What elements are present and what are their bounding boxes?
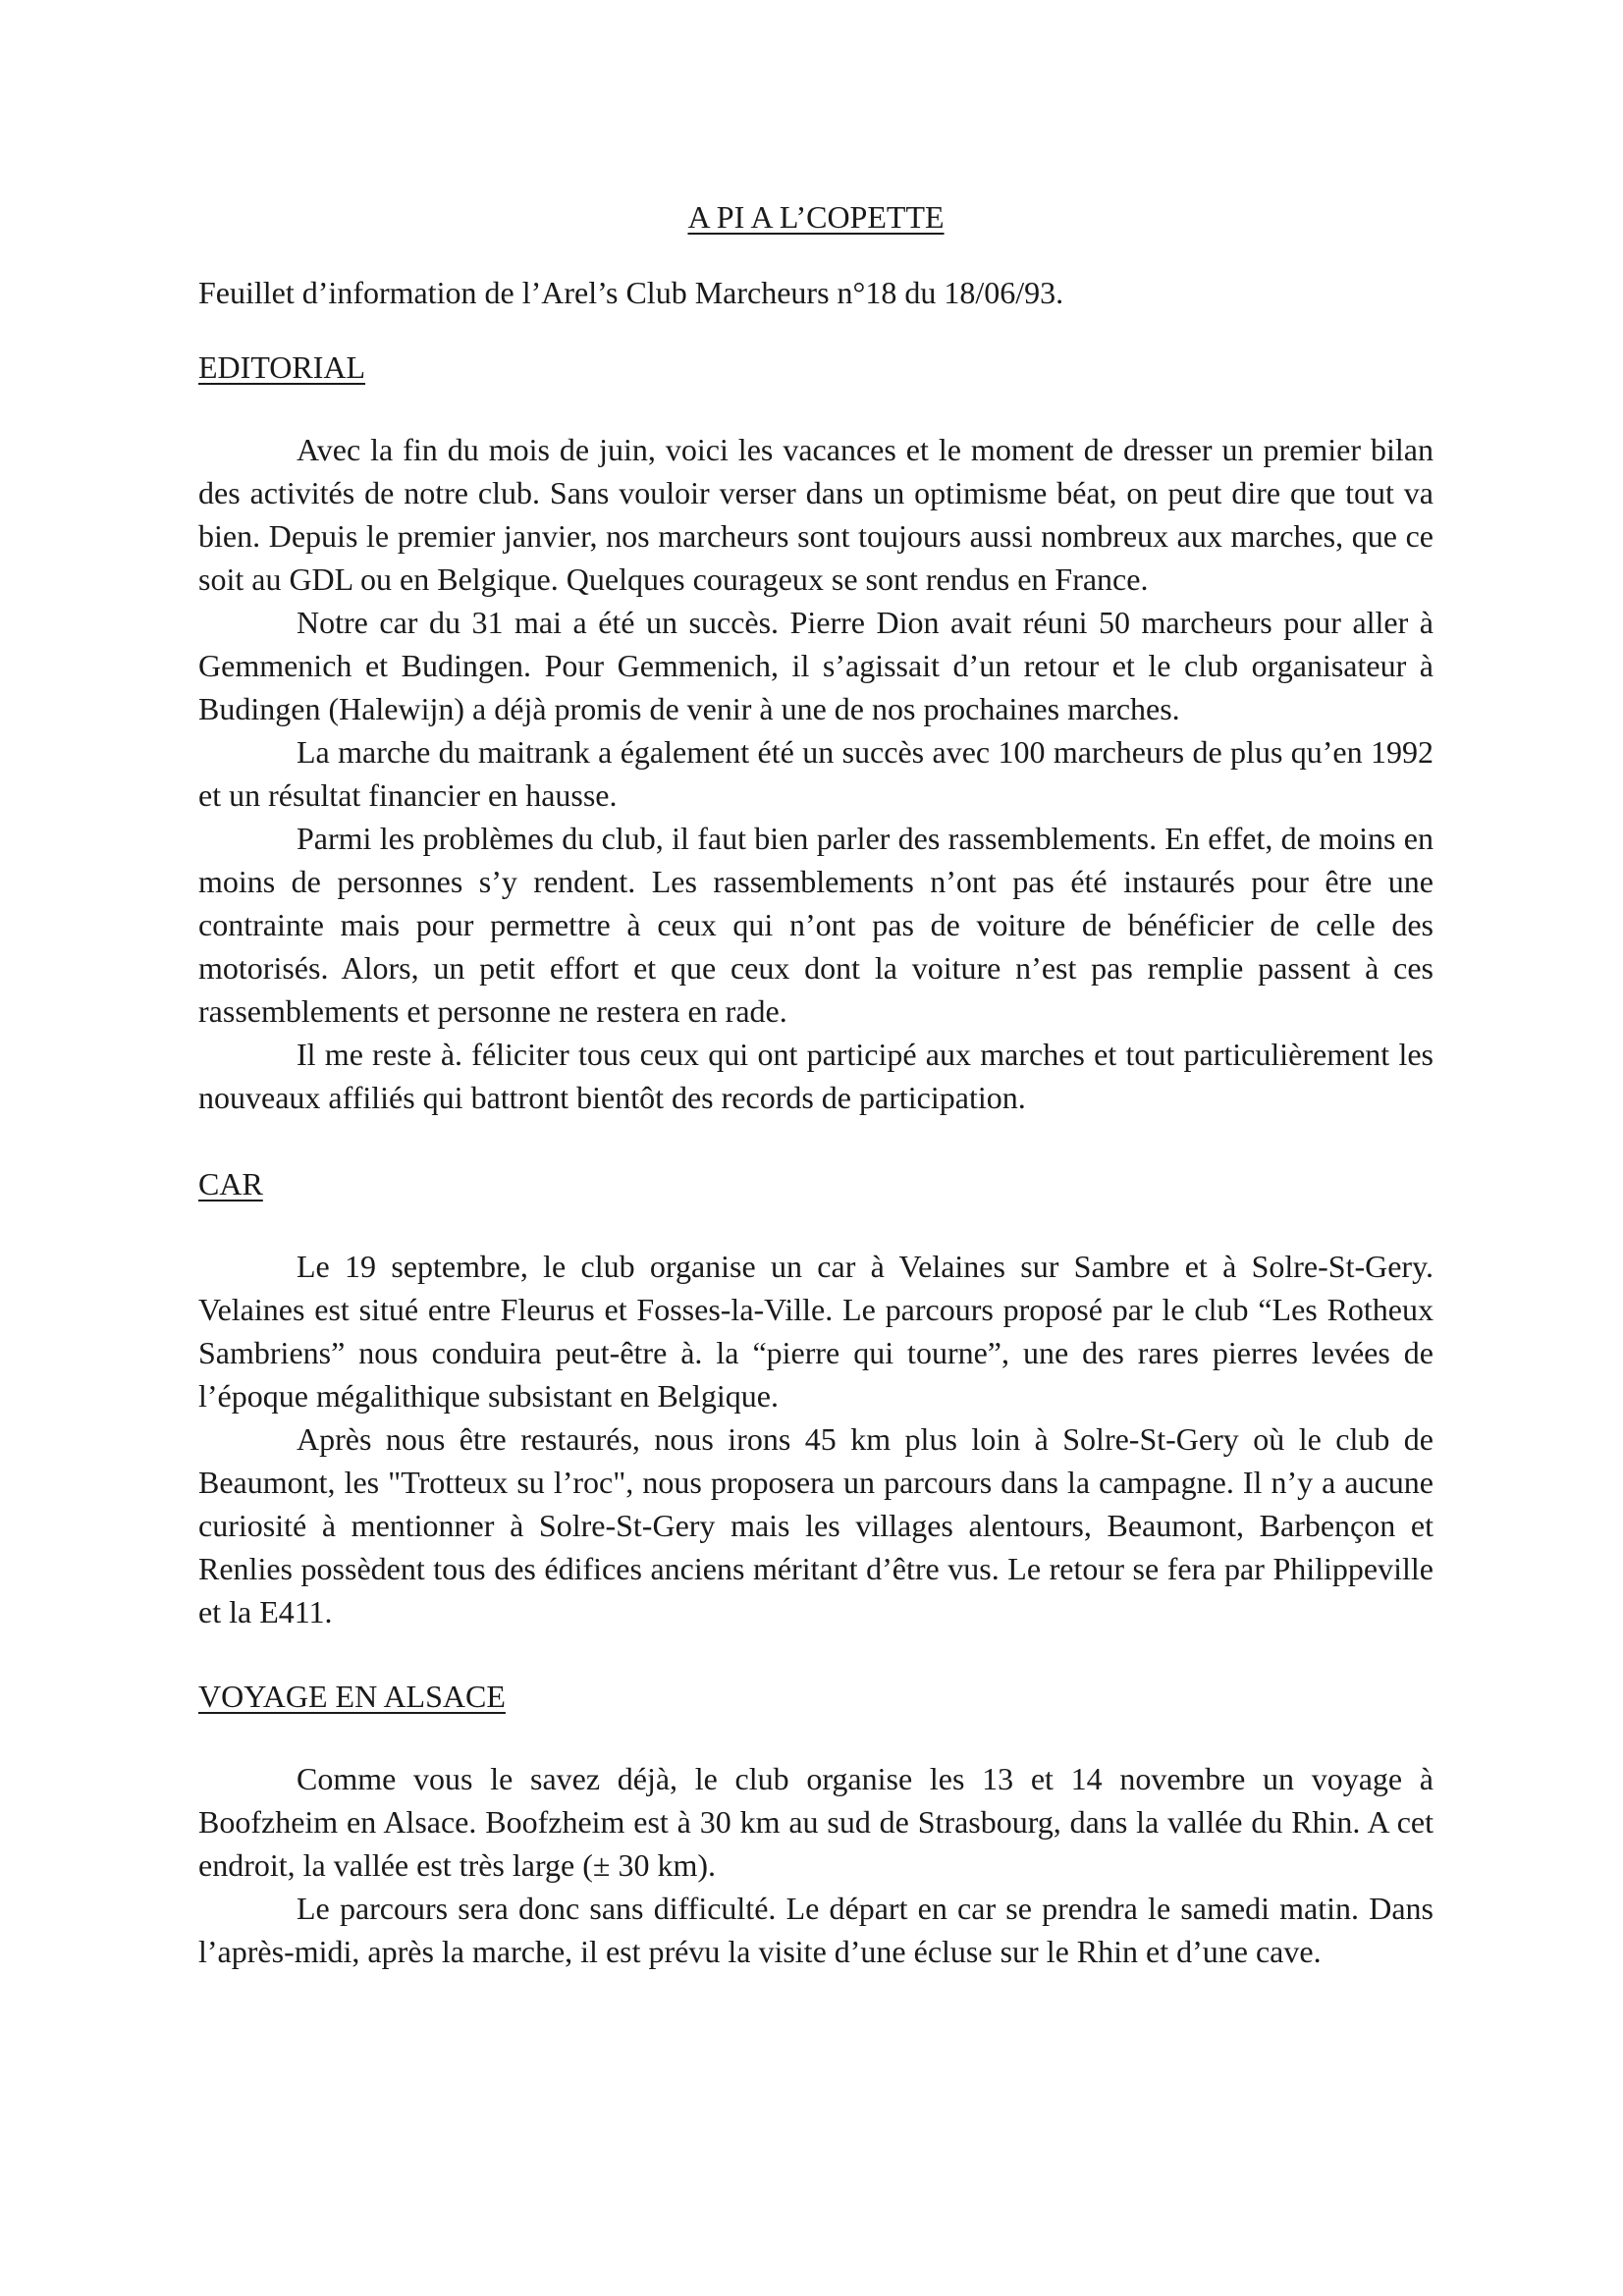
- paragraph: Notre car du 31 mai a été un succès. Pierre Dion avait réuni 50 marcheurs pour aller à Gemmenich et Budingen. Pour Gemmenich, il s’agissait d’un retour et le club organisateur à Budingen (Halewijn) a déjà promis de venir à une de nos prochaines marches.: [198, 605, 1434, 726]
- paragraph: Le parcours sera donc sans difficulté. Le départ en car se prendra le samedi matin. Dans l’après-midi, après la marche, il est prévu la visite d’une écluse sur le Rhin et d’une cave.: [198, 1891, 1434, 1969]
- section-body-voyage-en-alsace: [198, 1757, 1434, 1973]
- paragraph: Comme vous le savez déjà, le club organise les 13 et 14 novembre un voyage à Boofzheim en Alsace. Boofzheim est à 30 km au sud de Strasbourg, dans la vallée du Rhin. A cet endroit, la vallée est très large (± 30 km).: [198, 1761, 1434, 1883]
- paragraph: Il me reste à. féliciter tous ceux qui ont participé aux marches et tout particulièrement les nouveaux affiliés qui battront bientôt des records de participation.: [198, 1037, 1434, 1115]
- section-heading-car: CAR: [198, 1166, 263, 1201]
- paragraph: Parmi les problèmes du club, il faut bien parler des rassemblements. En effet, de moins en moins de personnes s’y rendent. Les rassemblements n’ont pas été instaurés pour être une contrainte mais pour permettre à ceux qui n’ont pas de voiture de bénéficier de celle des motorisés. Alors, un petit effort et que ceux dont la voiture n’est pas remplie passent à ces rassemblements et personne ne restera en rade.: [198, 821, 1434, 1029]
- paragraph: Avec la fin du mois de juin, voici les vacances et le moment de dresser un premier bilan des activités de notre club. Sans vouloir verser dans un optimisme béat, on peut dire que tout va bien. Depuis le premier janvier, nos marcheurs sont toujours aussi nombreux aux marches, que ce soit au GDL ou en Belgique. Quelques courageux se sont rendus en France.: [198, 432, 1434, 597]
- section-body-editorial: [198, 428, 1434, 1119]
- section-heading-voyage-en-alsace: VOYAGE EN ALSACE: [198, 1679, 506, 1714]
- paragraph: La marche du maitrank a également été un succès avec 100 marcheurs de plus qu’en 1992 et un résultat financier en hausse.: [198, 734, 1434, 813]
- section-heading-editorial: EDITORIAL: [198, 349, 366, 385]
- paragraph: Après nous être restaurés, nous irons 45 km plus loin à Solre-St-Gery où le club de Beaumont, les "Trotteux su l’roc", nous proposera un parcours dans la campagne. Il n’y a aucune curiosité à mentionner à Solre-St-Gery mais les villages alentours, Beaumont, Barbençon et Renlies possèdent tous des édifices anciens méritant d’être vus. Le retour se fera par Philippeville et la E411.: [198, 1421, 1434, 1629]
- paragraph: Le 19 septembre, le club organise un car à Velaines sur Sambre et à Solre-St-Gery. Velaines est situé entre Fleurus et Fosses-la-Ville. Le parcours proposé par le club “Les Rotheux Sambriens” nous conduira peut-être à. la “pierre qui tourne”, une des rares pierres levées de l’époque mégalithique subsistant en Belgique.: [198, 1249, 1434, 1414]
- document-subtitle: Feuillet d’information de l’Arel’s Club Marcheurs n°18 du 18/06/93.: [198, 275, 1064, 310]
- document-title: A PI A L’COPETTE: [687, 199, 945, 235]
- section-body-car: [198, 1245, 1434, 1633]
